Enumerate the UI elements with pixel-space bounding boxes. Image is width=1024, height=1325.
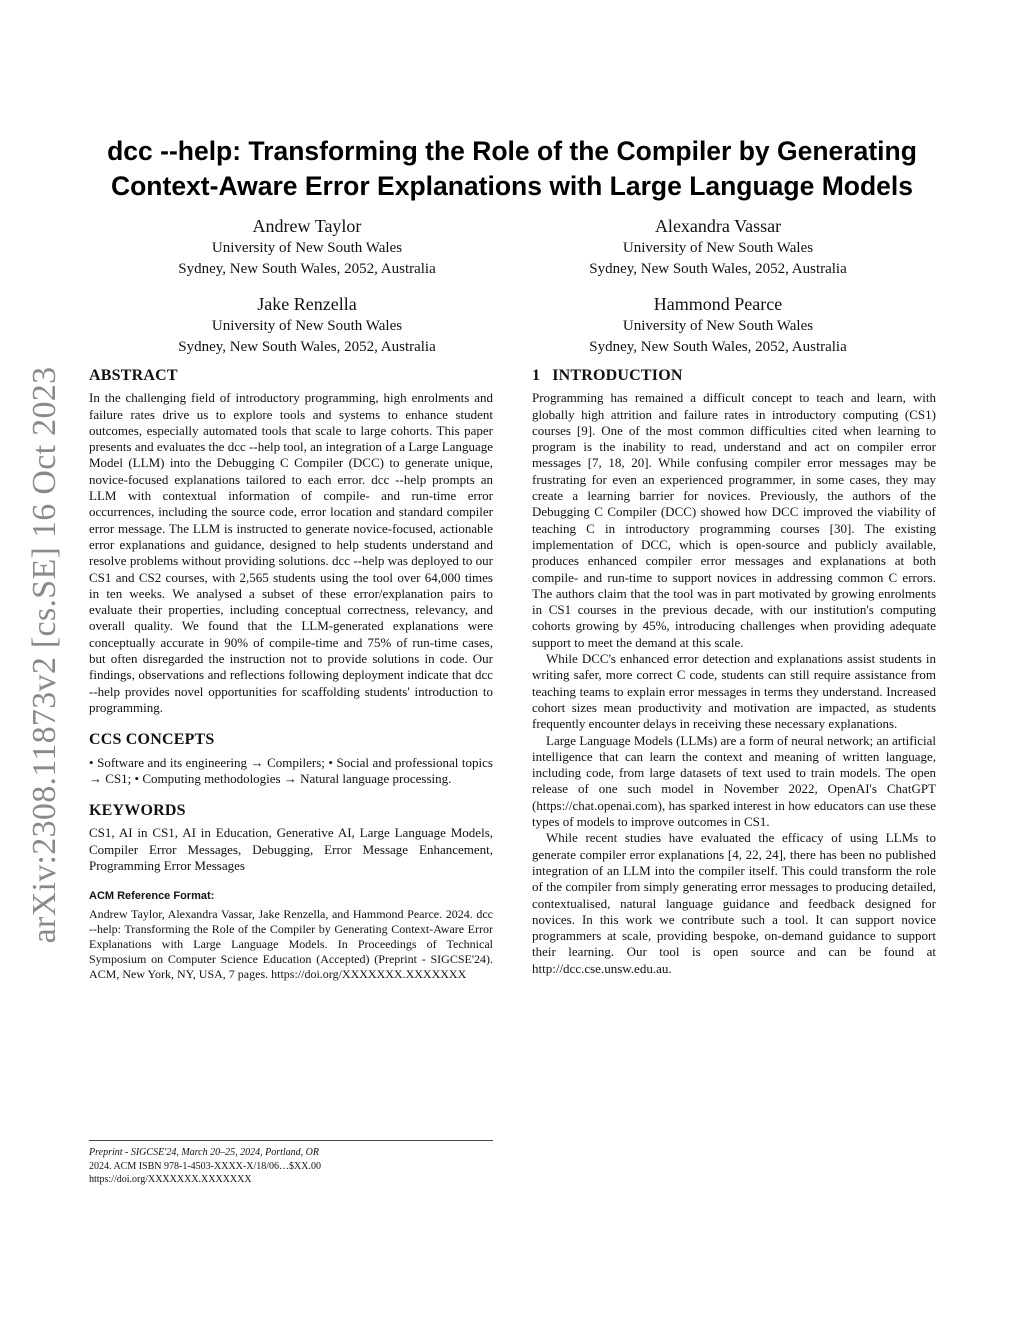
acm-reference-heading: ACM Reference Format: [89, 890, 215, 903]
footnote-doi[interactable]: https://doi.org/XXXXXXX.XXXXXXX [89, 1174, 252, 1185]
footnote-isbn: 2024. ACM ISBN 978-1-4503-XXXX-X/18/06…$XX.00 [89, 1160, 321, 1172]
ccs-heading: CCS CONCEPTS [89, 731, 215, 749]
abstract-text: In the challenging field of introductory programming, high enrolments and failure rates drive us to explore tools and systems to enhance student outcomes, especially automated tools that scale to large cohorts. This paper presents and evaluates the dcc --help tool, an integration of a Large Language Model (LLM) into the Debugging C Compiler (DCC) to generate unique, novice-focused explanations tailored to each error. dcc --help prompts an LLM with contextual information of compile- and run-time error occurrences, including the source code, error location and standard compiler error message. The LLM is instructed to generate novice-focused, actionable error explanations and guidance, designed to help students understand and resolve problems without providing solutions. dcc --help was deployed to our CS1 and CS2 courses, with 2,565 students using the tool over 64,000 times in ten weeks. We analysed a subset of these error/explanation pairs to evaluate their properties, including conceptual correctness, relevancy, and overall quality. We found that the LLM-generated explanations were conceptually accurate in 90% of compile-time and 75% of run-time cases, but often disregarded the instruction not to provide solutions in code. Our findings, observations and reflections following deployment indicate that dcc --help provides novel opportunities for scaffolding students' introduction to programming. [89, 390, 493, 715]
intro-paragraph-2: While DCC's enhanced error detection and explanations assist students in writing safer, more correct C code, students can still require assistance from teaching teams to explain error messages in terms they understand. Increased cohort sizes mean productivity and motivation are impacted, as students frequently encounter delays in receiving these necessary explanations. [532, 651, 936, 732]
author-name: Andrew Taylor [252, 216, 362, 236]
author-affiliation: University of New South Wales [211, 240, 403, 256]
author-name: Hammond Pearce [653, 294, 783, 314]
section-number: 1 [532, 367, 541, 384]
author-location: Sydney, New South Wales, 2052, Australia [178, 260, 436, 277]
ccs-section [89, 732, 493, 787]
author-block-1 [97, 215, 517, 279]
arxiv-stamp [22, 365, 67, 945]
footnote-rule [89, 1140, 493, 1141]
author-location: Sydney, New South Wales, 2052, Australia [589, 338, 847, 355]
author-name: Alexandra Vassar [654, 216, 782, 236]
paper-title [80, 134, 944, 204]
author-name: Jake Renzella [257, 294, 357, 314]
intro-paragraph-4: While recent studies have evaluated the efficacy of using LLMs to generate compiler error explanations [4, 22, 24], there has been no published integration of an LLM into the compiler itself. This could transform the role of the compiler from simply generating error messages to producing detailed, contextualised, natural language guidance and feedback designed for novices. In this work we contribute such a tool. It can support novice programmers at scale, providing bespoke, on-demand guidance to support their learning. Our tool is open source and can be found at http://dcc.cse.unsw.edu.au. [532, 830, 936, 976]
author-block-3 [97, 293, 517, 357]
title-line-2: Context-Aware Error Explanations with Large Language Models [110, 171, 913, 201]
intro-paragraph-3: Large Language Models (LLMs) are a form of neural network; an artificial intelligence that can learn the context and meaning of written language, including code, from large datasets of text used to train models. The open release of one such model in November 2022, OpenAI's ChatGPT (https://chat.openai.com), has sparked interest in how educators can use these types of models to improve outcomes in CS1. [532, 732, 936, 830]
left-column [89, 368, 493, 982]
author-location: Sydney, New South Wales, 2052, Australia [178, 338, 436, 355]
author-block-2 [508, 215, 928, 279]
title-line-1: dcc --help: Transforming the Role of the Compiler by Generating [107, 136, 917, 166]
author-affiliation: University of New South Wales [622, 240, 814, 256]
ccs-text: • Software and its engineering → Compilers; • Social and professional topics → CS1; • Computing methodologies → Natural language processing. [89, 754, 493, 786]
arxiv-stamp-text: arXiv:2308.11873v2 [cs.SE] 16 Oct 2023 [25, 366, 63, 944]
author-affiliation: University of New South Wales [211, 318, 403, 334]
author-affiliation: University of New South Wales [622, 318, 814, 334]
author-block-4 [508, 293, 928, 357]
right-column [532, 368, 936, 977]
keywords-section [89, 803, 493, 874]
abstract-heading: ABSTRACT [89, 367, 178, 384]
section-title: INTRODUCTION [552, 367, 683, 384]
footnote-venue: Preprint - SIGCSE'24, March 20–25, 2024, Portland, OR [89, 1147, 319, 1158]
footnote [89, 1146, 493, 1187]
author-location: Sydney, New South Wales, 2052, Australia [589, 260, 847, 277]
acm-reference-text: Andrew Taylor, Alexandra Vassar, Jake Renzella, and Hammond Pearce. 2024. dcc --help: Transforming the Role of the Compiler by Generating Context-Aware Error Explanations with Large Language Models. In Proceedings of Technical Symposium on Computer Science Education (Accepted) (Preprint - SIGCSE'24). ACM, New York, NY, USA, 7 pages. https://doi.org/XXXXXXX.XXXXXXX [89, 906, 493, 981]
intro-paragraph-1: Programming has remained a difficult concept to teach and learn, with globally high attrition and failure rates in introductory computing (CS1) courses [9]. One of the most common difficulties cited when learning to program is the inability to read, understand and act on compiler error messages [7, 18, 20]. While confusing compiler error messages may be frustrating for even an experienced programmer, in some cases, they may create a learning barrier for novices. Previously, the authors of the Debugging C Compiler (DCC) showed how DCC improved the viability of teaching C in introductory programming courses [30]. The existing implementation of DCC, which is open-source and publicly available, produces enhanced compiler error messages and explanations at both compile- and run-time to support novices in addressing common C errors. The authors claim that the tool was in part motivated by growing enrolments in CS1 courses in the previous decade, with our institution's computing cohorts growing by 45%, introducing challenges when providing adequate support to meet the demand at this scale. [532, 390, 936, 650]
keywords-text: CS1, AI in CS1, AI in Education, Generative AI, Large Language Models, Compiler Error Messages, Debugging, Error Message Enhancement, Programming Error Messages [89, 825, 493, 874]
keywords-heading: KEYWORDS [89, 802, 186, 820]
introduction-heading [532, 368, 936, 384]
